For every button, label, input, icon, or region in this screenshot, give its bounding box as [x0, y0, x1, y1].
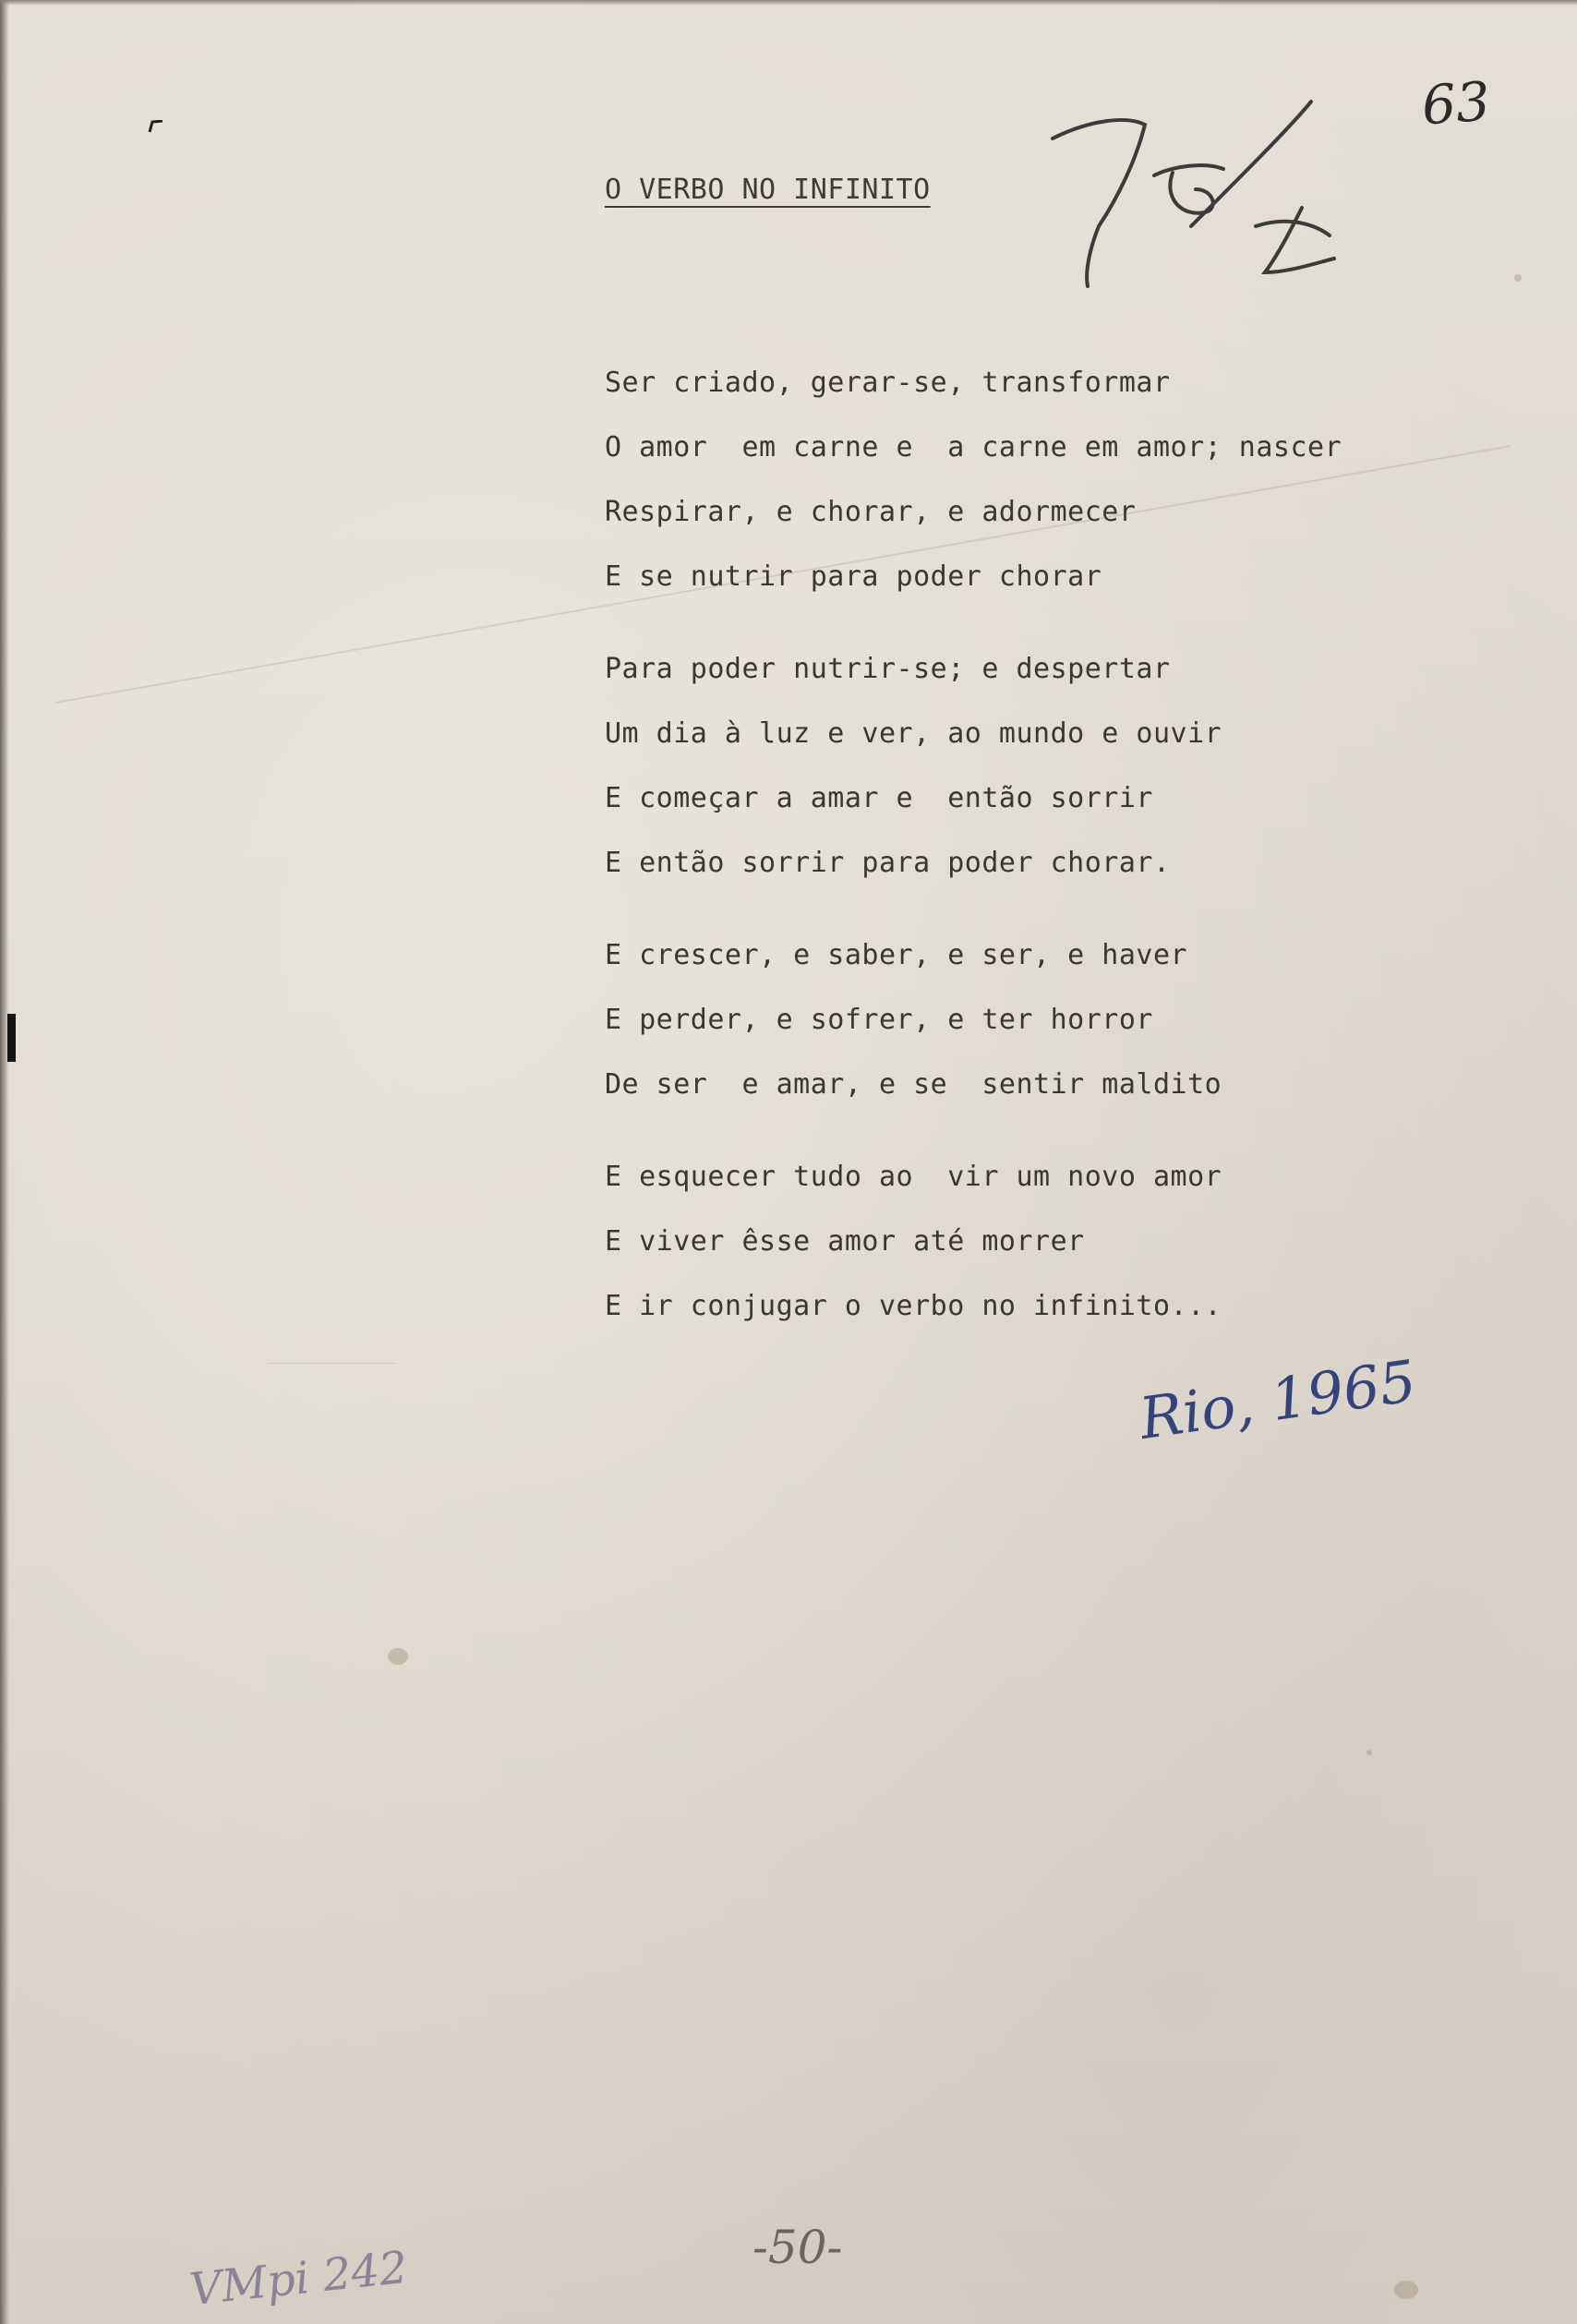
corner-tick-mark	[148, 120, 164, 133]
archive-reference-code: VMpi 242	[187, 2241, 411, 2317]
poem-line: E esquecer tudo ao vir um novo amor	[605, 1161, 1222, 1193]
paper-speck	[1394, 2281, 1418, 2299]
paper-crease	[268, 1363, 397, 1364]
poem-line: E ir conjugar o verbo no infinito...	[605, 1290, 1222, 1322]
poem-line: De ser e amar, e se sentir maldito	[605, 1068, 1222, 1101]
poem-line: E se nutrir para poder chorar	[605, 560, 1102, 593]
page-top-edge	[0, 0, 1577, 6]
paper-speck	[1366, 1750, 1372, 1755]
poem-line: E viver êsse amor até morrer	[605, 1225, 1085, 1258]
stanza	[605, 351, 1342, 609]
stanza	[605, 923, 1342, 1117]
stanza	[605, 1145, 1342, 1339]
poem-line: Um dia à luz e ver, ao mundo e ouvir	[605, 717, 1222, 750]
poem-line: E perder, e sofrer, e ter horror	[605, 1004, 1153, 1036]
poem-line: Para poder nutrir-se; e despertar	[605, 653, 1171, 685]
poem-body	[605, 351, 1342, 1367]
poem-line: Ser criado, gerar-se, transformar	[605, 367, 1171, 399]
poem-line: Respirar, e chorar, e adormecer	[605, 496, 1137, 528]
page-folio: -50-	[752, 2221, 843, 2274]
poem-title: O VERBO NO INFINITO	[605, 174, 931, 206]
stanza	[605, 637, 1342, 896]
handwritten-date: Rio, 1965	[1135, 1346, 1421, 1452]
handwritten-catalog-number	[1034, 88, 1366, 309]
handwritten-page-number: 63	[1419, 69, 1493, 138]
poem-line: E então sorrir para poder chorar.	[605, 847, 1171, 879]
poem-line: O amor em carne e a carne em amor; nascer	[605, 431, 1342, 464]
page-left-edge	[0, 0, 9, 2324]
scan-edge-mark	[7, 1014, 16, 1062]
paper-speck	[388, 1648, 408, 1665]
paper-speck	[1514, 274, 1522, 282]
poem-line: E crescer, e saber, e ser, e haver	[605, 939, 1188, 971]
poem-line: E começar a amar e então sorrir	[605, 782, 1153, 814]
